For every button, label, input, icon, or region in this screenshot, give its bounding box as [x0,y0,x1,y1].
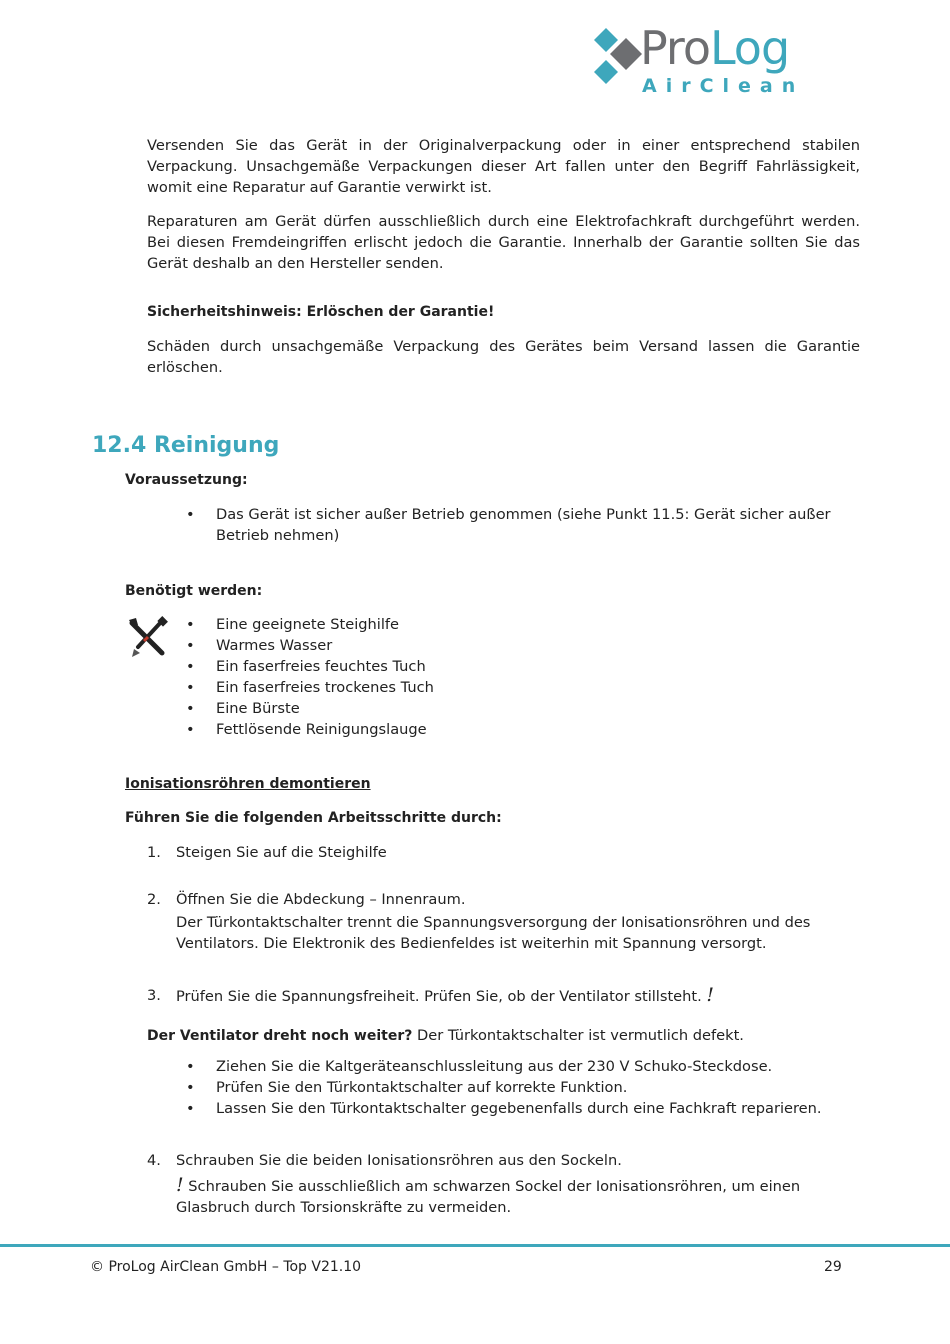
logo-subtitle: AirClean [642,75,805,97]
warning-mark: ! [706,984,715,1006]
list-item: • Ziehen Sie die Kaltgeräteanschlussleitung aus der 230 V Schuko-Steckdose. [186,1056,866,1077]
section-heading: 12.4 Reinigung [92,433,280,458]
paragraph-repairs: Reparaturen am Gerät dürfen ausschließlich durch eine Elektrofachkraft durchgeführt werden. Bei diesen Fremdeingriffen erlischt jedoch die Garantie. Innerhalb der Garantie sollten Sie das Gerät deshalb an den Hersteller senden. [147,213,860,272]
page-number: 29 [824,1259,842,1275]
fan-question: Der Ventilator dreht noch weiter? [147,1028,413,1044]
tools-icon [126,615,170,659]
fan-question-row [147,1025,860,1047]
list-item: • Lassen Sie den Türkontaktschalter gegebenenfalls durch eine Fachkraft reparieren. [186,1098,866,1119]
required-items-list [186,614,866,740]
step-note: Der Türkontaktschalter trennt die Spannungsversorgung der Ionisationsröhren und des Ventilators. Die Elektronik des Bedienfeldes ist weiterhin mit Spannung versorgt. [176,914,811,952]
logo-pro-text: Pro [640,21,710,75]
step-text: Öffnen Sie die Abdeckung – Innenraum. [176,891,466,908]
required-items-label: Benötigt werden: [125,583,263,599]
list-item: • Das Gerät ist sicher außer Betrieb genommen (siehe Punkt 11.5: Gerät sicher außer Betrieb nehmen) [186,504,866,546]
step-number: 2. [147,891,161,908]
list-item: • Prüfen Sie den Türkontaktschalter auf korrekte Funktion. [186,1077,866,1098]
prerequisite-label: Voraussetzung: [125,472,248,488]
list-item: • Warmes Wasser [186,635,866,656]
step-text: Steigen Sie auf die Steighilfe [176,844,387,861]
safety-notice-title: Sicherheitshinweis: Erlöschen der Garantie! [147,304,495,320]
list-item: • Ein faserfreies feuchtes Tuch [186,656,866,677]
step-text: Prüfen Sie die Spannungsfreiheit. Prüfen Sie, ob der Ventilator stillsteht. [176,988,702,1005]
footer-divider [0,1244,950,1247]
step-note: Schrauben Sie ausschließlich am schwarzen Sockel der Ionisationsröhren, um einen Glasbruch durch Torsionskräfte zu vermeiden. [176,1178,801,1216]
sub-heading: Ionisationsröhren demontieren [125,776,371,792]
prerequisite-list [186,504,866,546]
prolog-logo-icon [590,26,644,88]
step-number: 3. [147,987,161,1004]
steps-label: Führen Sie die folgenden Arbeitsschritte durch: [125,810,502,826]
step-note-row [176,1175,856,1218]
company-logo [590,21,850,100]
safety-notice-text: Schäden durch unsachgemäße Verpackung des Gerätes beim Versand lassen die Garantie erlöschen. [147,338,860,376]
paragraph-packaging: Versenden Sie das Gerät in der Originalverpackung oder in einer entsprechend stabilen Verpackung. Unsachgemäße Verpackungen dieser Art fallen unter den Begriff Fahrlässigkeit, womit eine Reparatur auf Garantie verwirkt ist. [147,137,860,196]
step-number: 1. [147,844,161,861]
fan-actions-list [186,1056,866,1119]
logo-wordmark [640,20,789,76]
step-number: 4. [147,1152,161,1169]
warning-mark: ! [176,1174,184,1196]
list-item: • Fettlösende Reinigungslauge [186,719,866,740]
list-item: • Ein faserfreies trockenes Tuch [186,677,866,698]
step-text-row [176,985,866,1007]
step-text: Schrauben Sie die beiden Ionisationsröhren aus den Sockeln. [176,1152,622,1169]
fan-answer: Der Türkontaktschalter ist vermutlich defekt. [412,1027,744,1044]
footer-copyright: © ProLog AirClean GmbH – Top V21.10 [90,1259,362,1275]
list-item: • Eine Bürste [186,698,866,719]
list-item: • Eine geeignete Steighilfe [186,614,866,635]
logo-log-text: Log [709,21,790,75]
